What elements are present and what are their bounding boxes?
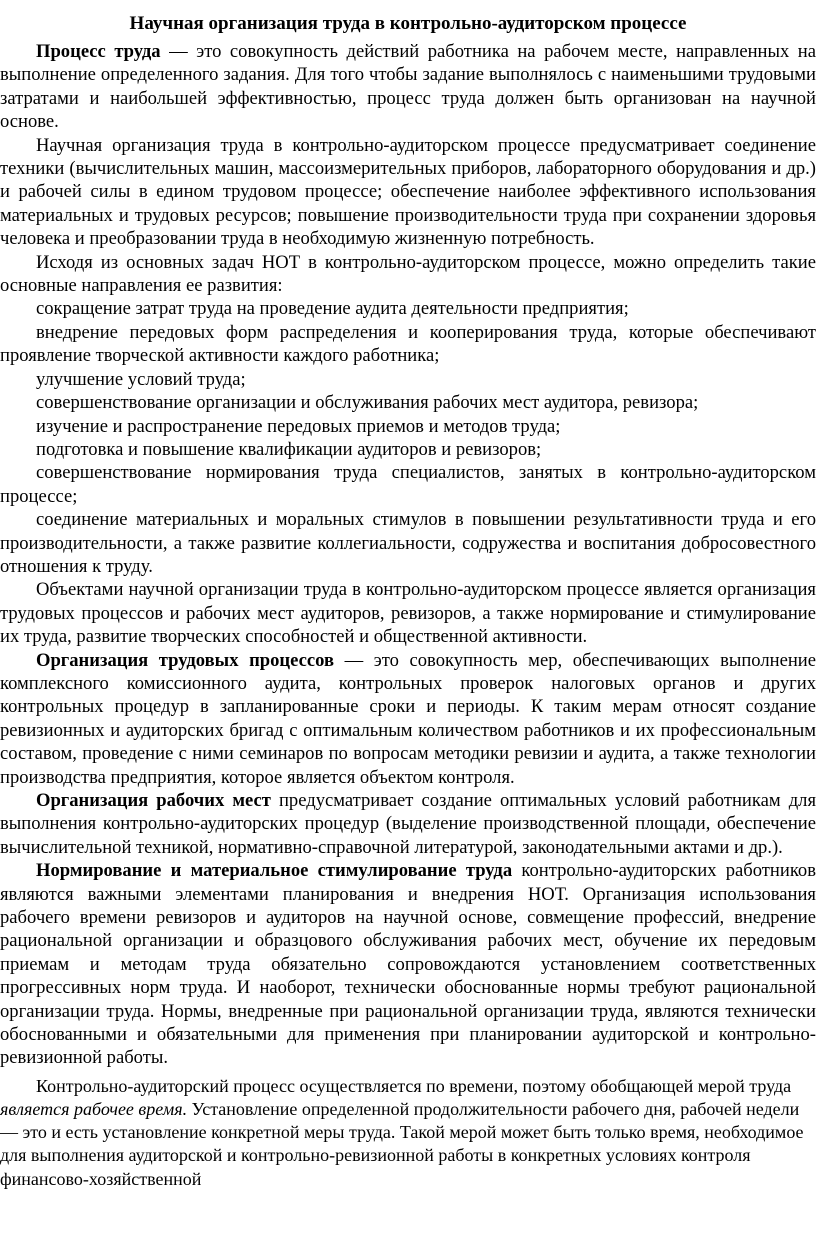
paragraph-workplaces: [0, 789, 816, 859]
paragraph-norming: [0, 859, 816, 1070]
paragraph-text: — это совокупность действий работника на рабочем месте, направленных на выполнение определенного задания. Для того чтобы задание выполнялось с наименьшими трудовыми затратами и наибольшей эффективностью, процесс труда должен быть организован на научной основе.: [0, 41, 816, 133]
paragraph-text: Контрольно-аудиторский процесс осуществляется по времени, поэтому обобщающей мерой труда: [36, 1075, 792, 1096]
paragraph-text: Установление определенной продолжительности рабочего дня, рабочей недели — это и есть установление конкретной меры труда. Такой мерой может быть только время, необходимое для выполнения аудиторской и контрольно-ревизионной работы в конкретных условиях контроля финансово-хозяйственной: [0, 1099, 804, 1189]
paragraph-text: контрольно-аудиторских работников являются важными элементами планирования и внедрения НОТ. Организация использования рабочего времени ревизоров и аудиторов на научной основе, совмещение профессий, внедрение рациональной организации и образцового обслуживания рабочих мест, обучение их передовым приемам и методам труда обязательно сопровождаются установлением соответственных прогрессивных норм труда. И наоборот, технически обоснованные нормы требуют рациональной организации труда. Нормы, внедренные при рациональной организации труда, являются технически обоснованными и обязательными для применения при планировании аудиторской и контрольно-ревизионной работы.: [0, 860, 816, 1069]
list-item-direction: совершенствование нормирования труда специалистов, занятых в контрольно-аудиторском процессе;: [0, 462, 816, 507]
italic-working-time: является рабочее время.: [0, 1099, 188, 1120]
term-norming: Нормирование и материальное стимулирование труда: [36, 860, 513, 882]
list-item-direction: сокращение затрат труда на проведение аудита деятельности предприятия;: [36, 298, 629, 320]
paragraph-labor-processes: [0, 649, 816, 789]
paragraph-text: — это совокупность мер, обеспечивающих выполнение комплексного комиссионного аудита, контрольных проверок налоговых органов и других контрольных процедур в запланированные сроки и периоды. К таким мерам относят создание ревизионных и аудиторских бригад с оптимальным количеством работников и их профессиональным составом, проведение с ними семинаров по вопросам методики ревизии и аудита, а также технологии производства предприятия, которое является объектом контроля.: [0, 649, 816, 788]
list-item-direction: внедрение передовых форм распределения и кооперирования труда, которые обеспечивают проявление творческой активности каждого работника;: [0, 321, 816, 367]
list-item-direction: изучение и распространение передовых приемов и методов труда;: [36, 415, 561, 437]
paragraph-process-of-labor: [0, 40, 816, 134]
list-item-direction: подготовка и повышение квалификации аудиторов и ревизоров;: [36, 438, 542, 460]
term-process-of-labor: Процесс труда: [36, 41, 161, 62]
paragraph-directions-intro: Исходя из основных задач НОТ в контрольно-аудиторском процессе, можно определить такие основные направления ее развития:: [0, 251, 816, 297]
list-item-direction: соединение материальных и моральных стимулов в повышении результативности труда и его производительности, а также развитие коллегиальности, содружества и воспитания добросовестного отношения к труду.: [0, 509, 816, 577]
list-item-direction: совершенствование организации и обслуживания рабочих мест аудитора, ревизора;: [36, 392, 699, 414]
document-body: [0, 40, 816, 1191]
paragraph-objects: Объектами научной организации труда в контрольно-аудиторском процессе является организация трудовых процессов и рабочих мест аудиторов, ревизоров, а также нормирование и стимулирование их труда, развитие творческих способностей и общественной активности.: [0, 579, 816, 648]
paragraph-scientific-organization: Научная организация труда в контрольно-аудиторском процессе предусматривает соединение техники (вычислительных машин, массоизмерительных приборов, лабораторного оборудования и др.) и рабочей силы в едином трудовом процессе; обеспечение наиболее эффективного использования материальных и трудовых ресурсов; повышение производительности труда при сохранении здоровья человека и преобразовании труда в необходимую жизненную потребность.: [0, 134, 816, 250]
term-workplaces: Организация рабочих мест: [36, 790, 271, 811]
term-labor-processes: Организация трудовых процессов: [36, 649, 334, 671]
paragraph-working-time: [0, 1075, 816, 1191]
document-title: Научная организация труда в контрольно-аудиторском процессе: [129, 13, 687, 34]
list-item-direction: улучшение условий труда;: [36, 368, 246, 390]
paragraph-text: предусматривает создание оптимальных условий работникам для выполнения контрольно-аудиторских процедур (выделение производственной площади, обеспечение вычислительной техникой, нормативно-справочной литературой, законодательными актами и др.).: [0, 790, 816, 858]
